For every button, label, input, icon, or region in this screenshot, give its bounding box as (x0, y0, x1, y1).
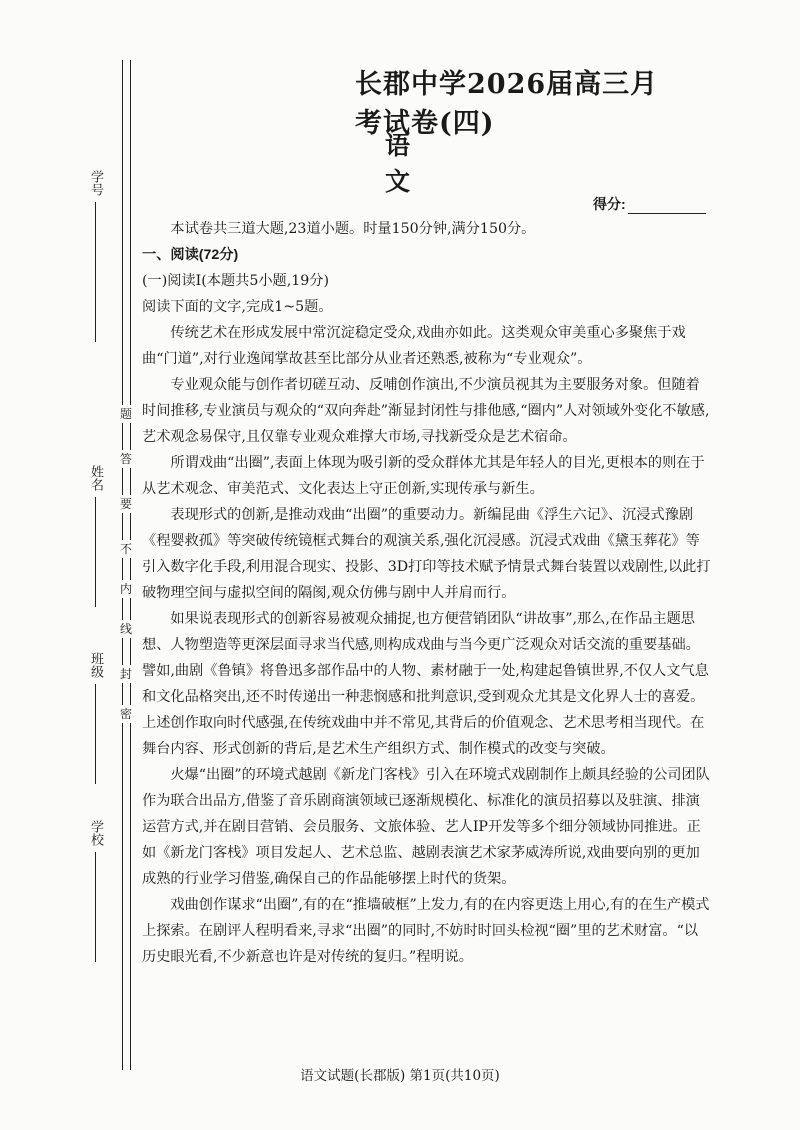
page-footer: 语文试题(长郡版) 第1页(共10页) (300, 1068, 500, 1084)
seal-char: 封 (117, 665, 135, 683)
passage-paragraph: 表现形式的创新,是推动戏曲“出圈”的重要动力。新编昆曲《浮生六记》、沉浸式豫剧《程婴救孤》等突破传统镜框式舞台的观演关系,强化沉浸感。沉浸式戏曲《黛玉葬花》等引入数字化手段,利用混合现实、投影、3D打印等技术赋予情景式舞台装置以戏剧性,以此打破物理空间与虚拟空间的隔阂,观众仿佛与剧中人并肩而行。 (142, 507, 711, 601)
name-label: 姓名 (88, 465, 103, 491)
seal-char: 不 (117, 540, 135, 558)
seal-char: 密 (117, 705, 135, 723)
class-field[interactable] (84, 652, 106, 802)
passage-paragraph: 专业观众能与创作者切磋互动、反哺创作演出,不少演员视其为主要服务对象。但随着时间推移,专业演员与观众的“双向奔赴”渐显封闭性与排他感,“圈内”人对领域外变化不敏感,艺术观念易保守,且仅靠专业观众难撑大市场,寻找新受众是艺术宿命。 (142, 377, 710, 445)
section-sub-heading: (一)阅读Ⅰ(本题共5小题,19分) (142, 273, 330, 289)
binding-line-outer (122, 60, 123, 1070)
class-label: 班级 (88, 652, 103, 678)
score-label: 得分: (593, 196, 626, 212)
passage-paragraph: 火爆“出圈”的环境式越剧《新龙门客栈》引入在环境式戏剧制作上颇具经验的公司团队作为联合出品方,借鉴了音乐剧商演领域已逐渐规模化、标准化的演员招募以及驻演、排演运营方式,并在剧目营销、会员服务、文旅体验、艺人IP开发等多个细分领域协同推进。正如《新龙门客栈》项目发起人、艺术总监、越剧表演艺术家茅威涛所说,戏曲要向别的更加成熟的行业学习借鉴,确保自己的作品能够摆上时代的货架。 (142, 767, 710, 887)
name-field[interactable] (84, 465, 106, 625)
seal-char: 线 (117, 620, 135, 638)
binding-margin (0, 60, 140, 1070)
exam-content (142, 216, 712, 970)
reading-instruction: 阅读下面的文字,完成1~5题。 (142, 299, 333, 315)
passage-paragraph: 传统艺术在形成发展中常沉淀稳定受众,戏曲亦如此。这类观众审美重心多聚焦于戏曲“门道”,对行业逸闻掌故甚至比部分从业者还熟悉,被称为“专业观众”。 (142, 325, 686, 367)
score-blank[interactable] (628, 198, 706, 214)
passage-paragraph: 所谓戏曲“出圈”,表面上体现为吸引新的受众群体尤其是年轻人的目光,更根本的则在于从艺术观念、审美范式、文化表达上守正创新,实现传承与新生。 (142, 455, 705, 497)
subject-title: 语文 (385, 131, 443, 196)
exam-intro: 本试卷共三道大题,23道小题。时量150分钟,满分150分。 (170, 221, 536, 237)
school-label: 学校 (88, 820, 103, 846)
passage-paragraph: 戏曲创作谋求“出圈”,有的在“推墙破框”上发力,有的在内容更迭上用心,有的在生产模式上探索。在剧评人程明看来,寻求“出圈”的同时,不妨时时回头检视“圈”里的艺术财富。“以历史眼光看,不少新意也许是对传统的复归。”程明说。 (142, 897, 710, 965)
exam-title: 长郡中学2026届高三月考试卷(四) (355, 69, 659, 139)
passage-paragraph: 如果说表现形式的创新容易被观众捕捉,也方便营销团队“讲故事”,那么,在作品主题思想、人物塑造等更深层面寻求当代感,则构成戏曲与当今更广泛观众对话交流的重要基础。譬如,曲剧《鲁镇》将鲁迅多部作品中的人物、素材融于一处,构建起鲁镇世界,不仅人文气息和文化品格突出,还不时传递出一种悲悯感和批判意识,受到观众尤其是文化界人士的喜爱。上述创作取向时代感强,在传统戏曲中并不常见,其背后的价值观念、艺术思考相当现代。在舞台内容、形式创新的背后,是艺术生产组织方式、制作模式的改变与突破。 (142, 611, 709, 757)
seal-char: 内 (117, 580, 135, 598)
seal-char: 答 (117, 450, 135, 468)
school-field[interactable] (84, 820, 106, 990)
section-heading: 一、阅读(72分) (142, 247, 239, 263)
seal-char: 题 (117, 405, 135, 423)
seal-char: 要 (117, 495, 135, 513)
student-id-label: 学号 (88, 170, 103, 196)
binding-line-inner (130, 60, 131, 1070)
student-id-field[interactable] (84, 170, 106, 370)
score-field[interactable] (593, 194, 713, 214)
